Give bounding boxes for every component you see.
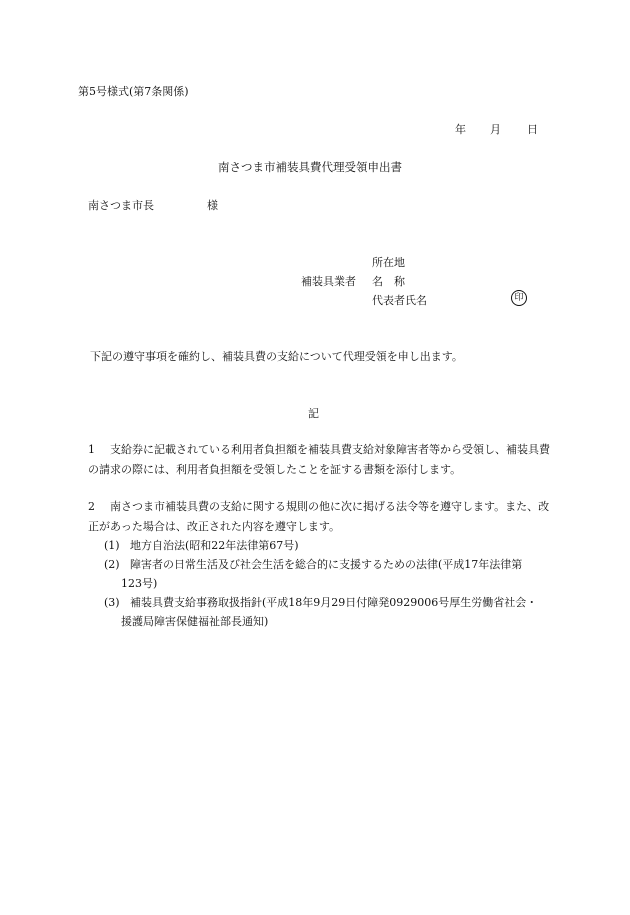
form-number: 第5号様式(第7条関係) [78,85,189,98]
law-item [104,555,554,593]
date-month: 月 [490,123,501,136]
law-number: (2) [104,558,120,571]
law-text: 障害者の日常生活及び社会生活を総合的に支援するための法律(平成17年法律第 [130,558,523,571]
applicant-label: 補装具業者 [301,275,356,288]
addressee-name: 南さつま市長 [88,199,154,212]
field-name: 名 称 [372,275,405,288]
document-title: 南さつま市補装具費代理受領申出書 [218,160,402,174]
law-item [104,593,554,631]
item-number: 1 [88,443,95,456]
addressee-honorific: 様 [207,199,218,212]
law-number: (1) [104,539,120,552]
ki-heading: 記 [308,407,319,420]
law-text-continued: 123号) [121,577,158,590]
law-text: 補装具費支給事務取扱指針(平成18年9月29日付障発0929006号厚生労働省社会・ [130,596,538,609]
field-representative: 代表者氏名 [372,294,427,307]
field-address: 所在地 [372,256,405,269]
item-number: 2 [88,500,95,513]
list-item [88,497,550,537]
item-text: 南さつま市補装具費の支給に関する規則の他に次に掲げる法令等を遵守します。また、改正があった場合は、改正された内容を遵守します。 [88,500,550,533]
law-item [104,536,299,555]
list-item [88,440,550,480]
law-text-continued: 援護局障害保健福祉部長通知) [121,615,269,628]
intro-statement: 下記の遵守事項を確約し、補装具費の支給について代理受領を申し出ます。 [90,350,463,363]
addressee [88,199,218,212]
seal-mark: 印 [511,290,527,306]
date-year: 年 [455,123,466,136]
law-text: 地方自治法(昭和22年法律第67号) [130,539,299,552]
item-text: 支給券に記載されている利用者負担額を補装具費支給対象障害者等から受領し、補装具費の請求の際には、利用者負担額を受領したことを証する書類を添付します。 [88,443,550,476]
law-number: (3) [104,596,120,609]
date-day: 日 [527,123,538,136]
